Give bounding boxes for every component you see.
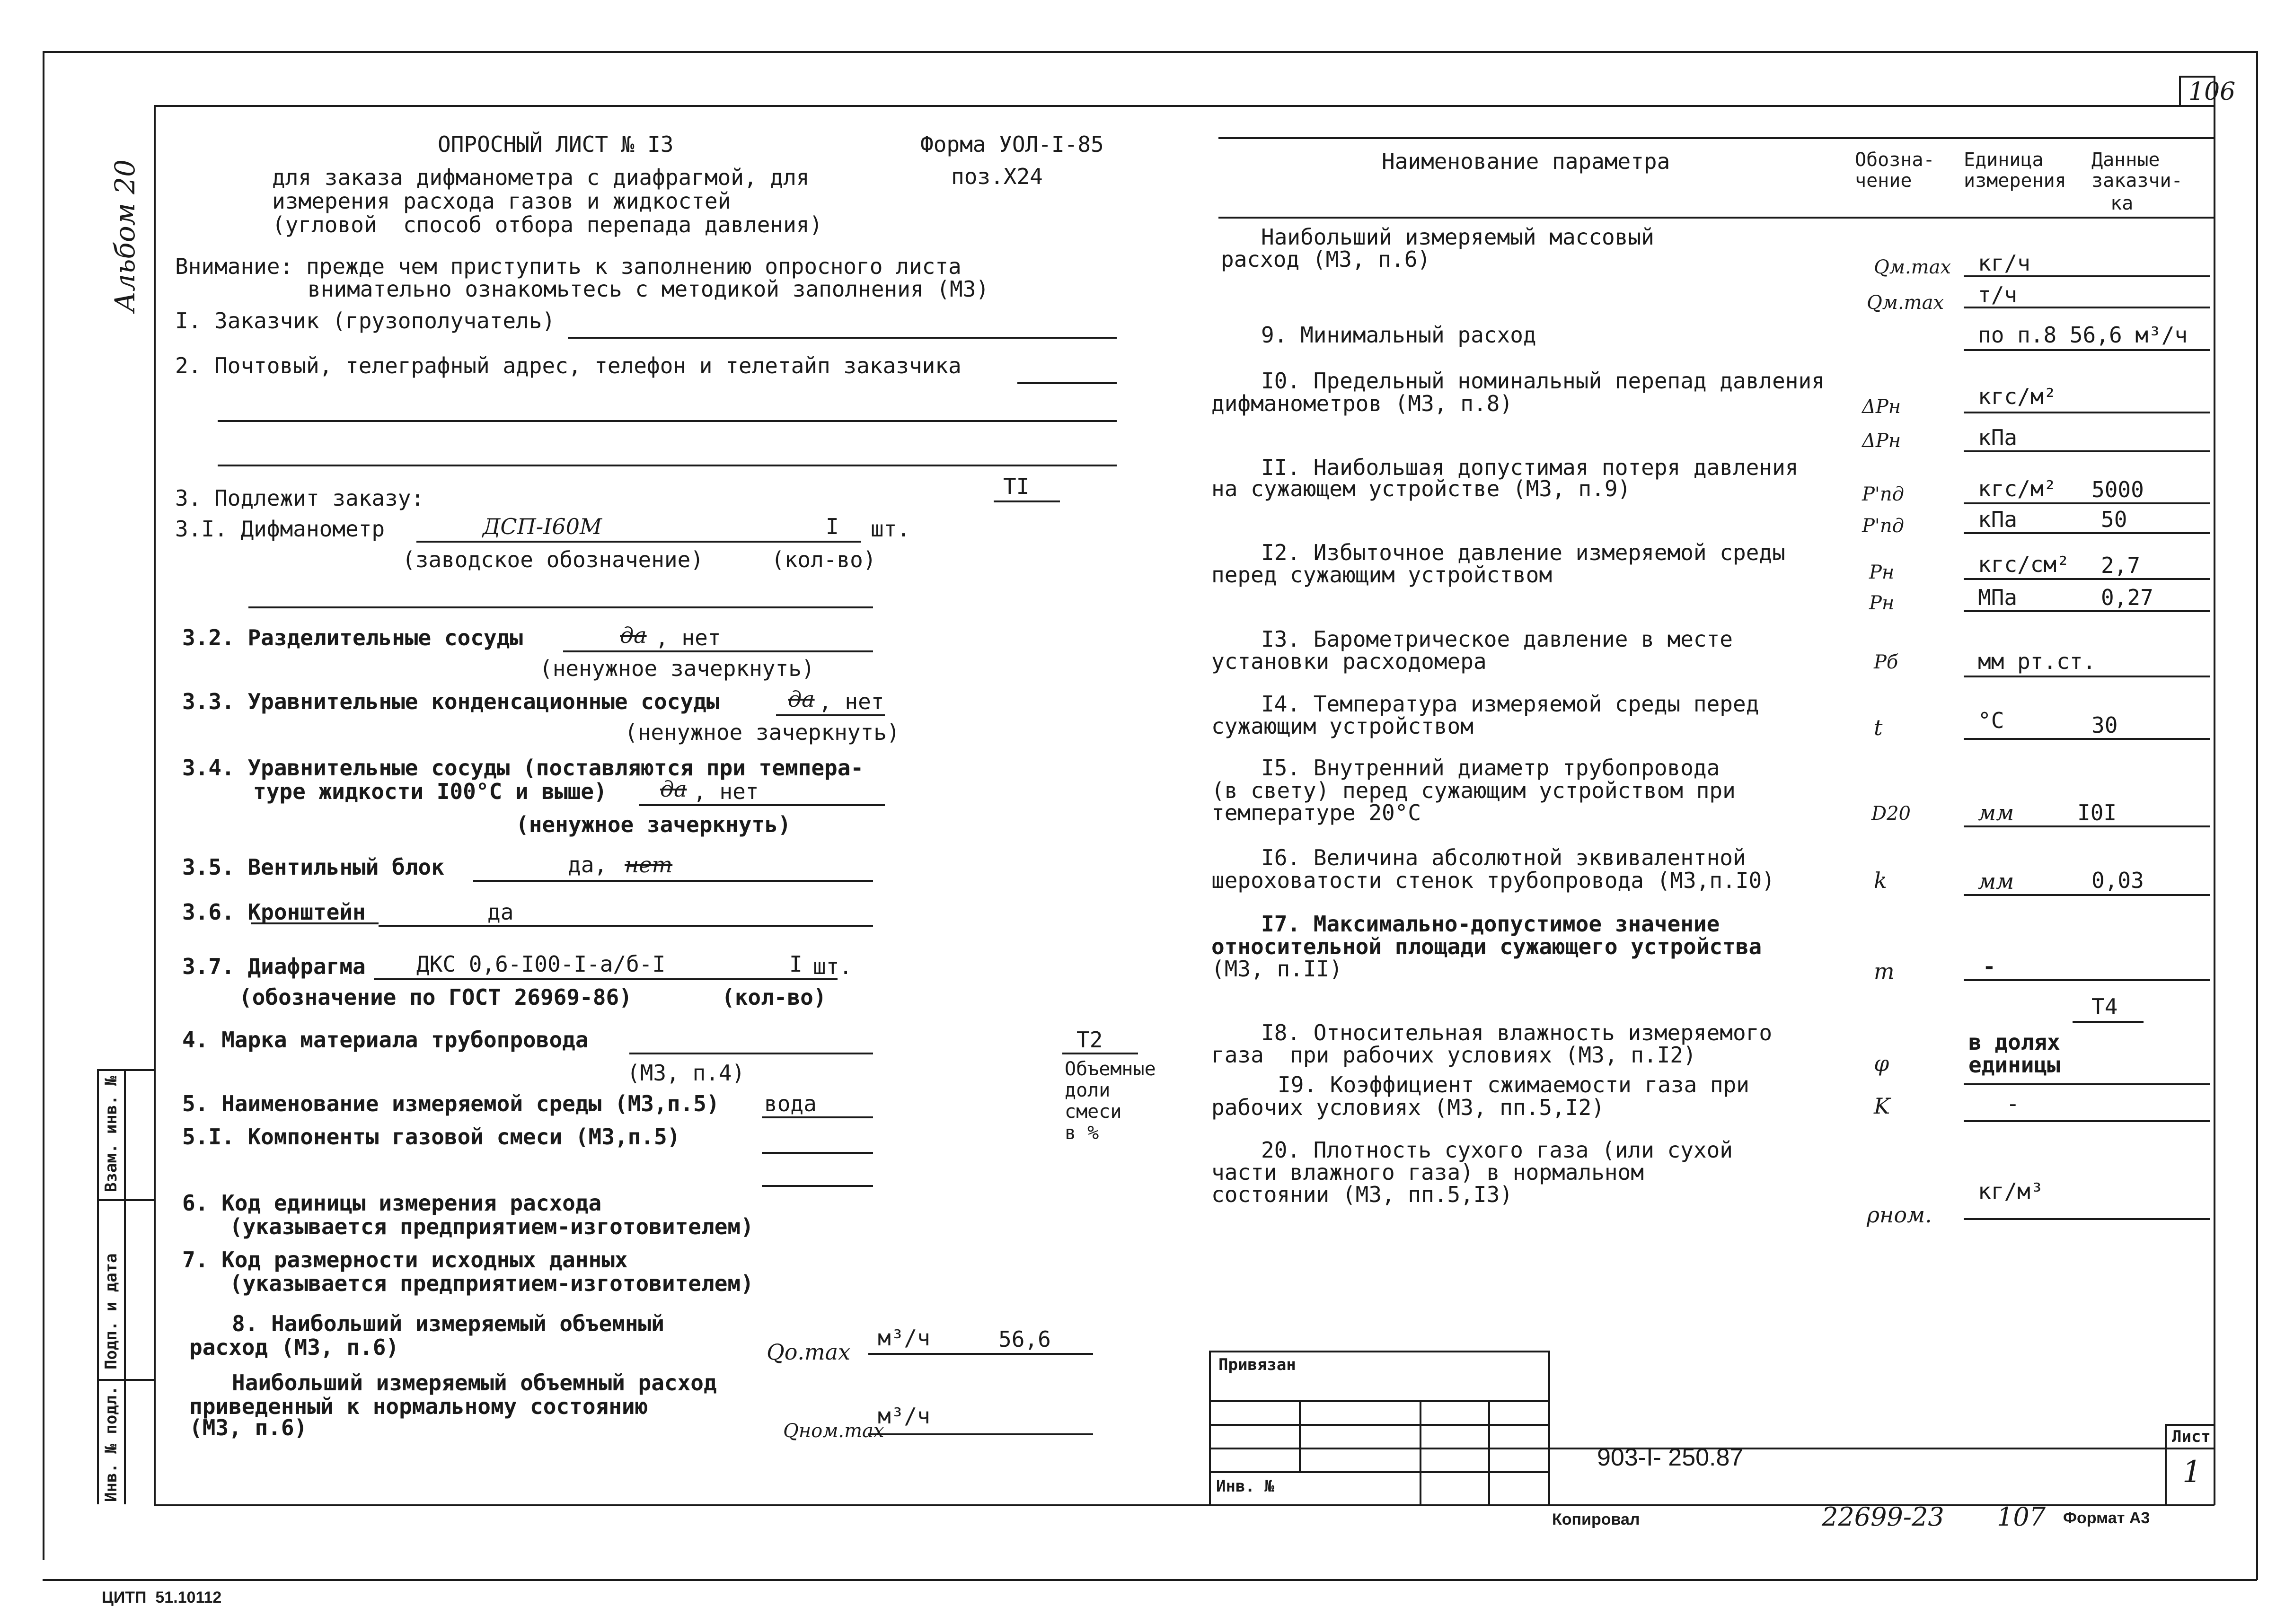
archive-number: 22699-23 [1822, 1502, 1944, 1532]
page-number: 106 [2188, 78, 2236, 106]
diaphragm-qty: I [789, 951, 803, 977]
stamp-col-3 [1488, 1400, 1490, 1504]
r10-unit-1: кгс/м² [1978, 384, 2057, 409]
r14-line-1: I4. Температура измеряемой среды перед [1261, 691, 1759, 717]
side-strip-mid [124, 1069, 126, 1504]
subtitle-line-3: (угловой способ отбора перепада давления) [272, 212, 823, 237]
form-code: Форма УОЛ-I-85 [920, 132, 1104, 157]
r11-value-1: 5000 [2091, 477, 2144, 502]
caption-qty-2: (кол-во) [722, 984, 827, 1010]
r12-unit-2: МПа [1978, 585, 2018, 610]
header-data-2: заказчи- [2091, 170, 2183, 192]
stamp-list-label: Лист [2172, 1427, 2211, 1446]
format-label: Формат А3 [2063, 1509, 2150, 1527]
caption-cross-2: (ненужное зачеркнуть) [625, 720, 900, 745]
side-podp-data: Подп. и дата [102, 1253, 121, 1369]
diaphragm-value: ДКС 0,6-I00-I-а/б-I [416, 951, 666, 977]
item-3-4-equalizing-2: туре жидкости I00°С и выше) [253, 779, 607, 804]
header-unit-2: измерения [1964, 170, 2066, 192]
outer-top-line [43, 51, 2257, 53]
qvol-max-symbol: Qо.max [767, 1339, 851, 1365]
r13-line [1964, 676, 2210, 677]
r19-unit: - [2006, 1091, 2020, 1116]
r10-line-u1 [1964, 412, 2210, 413]
t2-note-2: доли [1065, 1080, 1111, 1101]
r14-symbol: t [1874, 715, 1883, 740]
r20-unit: кг/м³ [1978, 1178, 2044, 1204]
line-condensation [776, 714, 885, 716]
r1-line-u2 [1964, 307, 2210, 308]
t1-underline [994, 500, 1060, 502]
item-3-5-valve-block: 3.5. Вентильный блок [182, 854, 444, 880]
r15-symbol: D20 [1871, 803, 1911, 825]
subtitle-line-2: измерения расхода газов и жидкостей [272, 188, 731, 214]
valve-net-struck: нет [625, 852, 673, 878]
line-medium [762, 1116, 873, 1118]
line-bracket [379, 925, 873, 927]
qvol-max-unit: м³/ч [878, 1325, 930, 1351]
stamp-left [1209, 1351, 1211, 1504]
r1-line-1: Наибольший измеряемый массовый [1261, 224, 1654, 250]
stamp-row-2 [1209, 1424, 1550, 1426]
note-line-2: внимательно ознакомьтесь с методикой заполнения (МЗ) [308, 276, 989, 302]
line-diaphragm [374, 978, 838, 980]
line-address-3 [218, 465, 1117, 466]
r15-value: I0I [2077, 800, 2117, 825]
r16-line-2: шероховатости стенок трубопровода (МЗ,п.I0) [1211, 868, 1775, 893]
r15-unit: мм [1978, 800, 2014, 825]
r11-unit-1: кгс/м² [1978, 476, 2057, 501]
form-title: ОПРОСНЫЙ ЛИСТ № I3 [438, 132, 674, 157]
r10-line-1: I0. Предельный номинальный перепад давления [1261, 368, 1825, 394]
r17-symbol: m [1874, 958, 1895, 984]
stamp-right-2 [1548, 1424, 1550, 1504]
citp-label: ЦИТП 51.10112 [102, 1589, 222, 1606]
r12-line-u2 [1964, 610, 2210, 612]
line-customer [568, 337, 1117, 339]
frame-right-line [2214, 76, 2215, 1505]
line-address-2 [218, 420, 1117, 422]
header-data-1: Данные [2091, 149, 2160, 171]
header-symbol-2: чение [1855, 170, 1912, 192]
line-gas-1 [762, 1152, 873, 1154]
caption-qty-1: (кол-во) [771, 547, 876, 572]
caption-cross-3: (ненужное зачеркнуть) [516, 812, 791, 837]
r18-line-2: газа при рабочих условиях (МЗ, п.I2) [1211, 1042, 1696, 1068]
mz-ref-4: (МЗ, п.4) [627, 1060, 745, 1086]
stamp-row-1 [1209, 1400, 1550, 1402]
item-5-medium: 5. Наименование измеряемой среды (МЗ,п.5) [182, 1091, 720, 1116]
t4-underline [2073, 1021, 2144, 1023]
item-3-4-equalizing-1: 3.4. Уравнительные сосуды (поставляются при темпера- [182, 755, 864, 781]
side-inv-podl: Инв. № подл. [102, 1386, 121, 1502]
condensation-da-struck: да [788, 686, 815, 712]
r12-unit-1: кгс/см² [1978, 552, 2070, 577]
side-strip-line-2 [97, 1199, 154, 1201]
r15-line-3: температуре 20°С [1211, 800, 1421, 825]
r17-line-3: (МЗ, п.II) [1211, 956, 1342, 982]
r16-symbol: k [1874, 868, 1887, 893]
item-3-6-bracket: 3.6. Кронштейн [182, 899, 366, 925]
r1-symbol-1: Qм.max [1874, 256, 1951, 278]
stamp-inv: Инв. № [1216, 1477, 1274, 1496]
item-8b-line-1: Наибольший измеряемый объемный расход [232, 1370, 717, 1396]
subtitle-line-1: для заказа дифманометра с диафрагмой, для [272, 165, 810, 190]
stamp-list-mid [2165, 1448, 2215, 1449]
qvol-max-value: 56,6 [998, 1326, 1051, 1352]
r13-line-2: установки расходомера [1211, 649, 1487, 674]
r11-unit-2: кПа [1978, 507, 2018, 532]
r13-unit: мм рт.ст. [1978, 649, 2096, 674]
item-3-order: 3. Подлежит заказу: [175, 485, 424, 511]
caption-factory: (заводское обозначение) [402, 547, 704, 572]
stamp-top [1209, 1351, 1550, 1352]
header-parameter-name: Наименование параметра [1382, 149, 1670, 174]
caption-gost: (обозначение по ГОСТ 26969-86) [239, 984, 632, 1010]
side-vzam-inv: Взам. инв. № [102, 1076, 121, 1192]
album-label: Альбом 20 [109, 159, 141, 312]
r1-line-2: расход (МЗ, п.6) [1221, 246, 1431, 272]
r9-value: по п.8 56,6 м³/ч [1978, 322, 2188, 348]
r16-unit: мм [1978, 869, 2014, 894]
r15-line-2: (в свету) перед сужающим устройством при [1211, 778, 1736, 803]
r9-label: 9. Минимальный расход [1261, 322, 1536, 348]
r15-line-1: I5. Внутренний диаметр трубопровода [1261, 755, 1720, 781]
item-1-customer: I. Заказчик (грузополучатель) [175, 308, 556, 334]
condensation-net: , нет [819, 689, 884, 714]
header-symbol-1: Обозна- [1855, 149, 1935, 171]
r11-value-2: 50 [2101, 507, 2127, 532]
r10-unit-2: кПа [1978, 425, 2018, 450]
doc-number: 903-I- 250.87 [1597, 1444, 1744, 1471]
item-5-1-gas-components: 5.I. Компоненты газовой смеси (МЗ,п.5) [182, 1124, 680, 1150]
r19-line-1: I9. Коэффициент сжимаемости газа при [1278, 1072, 1749, 1097]
r12-line-2: перед сужающим устройством [1211, 562, 1553, 588]
equalizing-da-struck: да [660, 776, 687, 802]
t2-note-3: смеси [1065, 1101, 1122, 1123]
r20-line [1964, 1218, 2210, 1220]
header-unit-1: Единица [1964, 149, 2044, 171]
r12-line-u1 [1964, 578, 2210, 580]
unit-sht-1: шт. [871, 516, 910, 542]
item-8-line-1: 8. Наибольший измеряемый объемный [232, 1311, 664, 1336]
item-3-7-diaphragm: 3.7. Диафрагма [182, 954, 366, 979]
item-3-1-difmanometer: 3.I. Дифманометр [175, 516, 385, 542]
corner-box-left [2179, 76, 2181, 106]
r11-line-2: на сужающем устройстве (МЗ, п.9) [1211, 476, 1631, 501]
qnom-max-unit: м³/ч [878, 1403, 930, 1429]
t2-underline [1062, 1053, 1138, 1054]
stamp-col-1 [1299, 1400, 1301, 1471]
r12-symbol-1: Pн [1869, 562, 1895, 583]
r17-line-2: относительной площади сужающего устройства [1211, 934, 1762, 959]
separation-net: , нет [655, 625, 721, 650]
r20-line-2: части влажного газа) в нормальном [1211, 1159, 1644, 1185]
form-pos: поз.X24 [951, 164, 1043, 189]
right-header-top [1218, 137, 2215, 139]
t2-note-1: Объемные [1065, 1058, 1156, 1080]
r18-unit-2: единицы [1968, 1052, 2060, 1078]
valve-da: да, [568, 852, 608, 878]
stamp-list-top [2165, 1424, 2215, 1426]
r19-line-2: рабочих условиях (МЗ, пп.5,I2) [1211, 1095, 1605, 1120]
bracket-underline [251, 922, 379, 924]
side-strip-line-3 [97, 1379, 154, 1381]
r10-symbol-1: ΔPн [1862, 396, 1901, 418]
medium-value: вода [764, 1091, 817, 1116]
line-qvol-max [868, 1353, 1093, 1355]
r1-symbol-2: Qм.max [1867, 292, 1944, 314]
item-8b-line-3: (МЗ, п.6) [189, 1415, 308, 1440]
line-3-1-blank [248, 606, 873, 608]
r19-symbol: K [1874, 1093, 1890, 1119]
r11-symbol-2: P'пд [1862, 515, 1905, 537]
r12-line-1: I2. Избыточное давление измеряемой среды [1261, 540, 1785, 565]
line-gas-2 [762, 1185, 873, 1187]
line-equalizing [639, 804, 885, 806]
r16-value: 0,03 [2091, 868, 2144, 893]
item-3-2-separation: 3.2. Разделительные сосуды [182, 625, 523, 650]
sheet-107: 107 [1997, 1502, 2046, 1532]
equalizing-net: , нет [693, 779, 759, 804]
header-data-3: ка [2110, 193, 2134, 214]
r14-value: 30 [2091, 712, 2118, 738]
r1-unit-2: т/ч [1978, 282, 2018, 307]
qnom-max-symbol: Qном.max [783, 1420, 884, 1442]
item-6-line-1: 6. Код единицы измерения расхода [182, 1190, 602, 1216]
r16-line-1: I6. Величина абсолютной эквивалентной [1261, 845, 1746, 870]
bracket-value: да [487, 899, 514, 925]
table-label-t4: Т4 [2091, 994, 2118, 1019]
r16-line [1964, 894, 2210, 896]
stamp-col-2 [1420, 1400, 1421, 1504]
line-difmanometer [416, 541, 861, 543]
r18-symbol: φ [1874, 1051, 1889, 1076]
r18-line [1964, 1083, 2210, 1085]
table-label-t1: TI [1003, 474, 1030, 499]
unit-sht-2: шт. [813, 954, 853, 979]
r12-value-2: 0,27 [2101, 585, 2153, 610]
r10-symbol-2: ΔPн [1862, 430, 1901, 452]
frame-left-line [154, 105, 156, 1505]
item-7-line-1: 7. Код размерности исходных данных [182, 1247, 628, 1273]
item-4-pipe-material: 4. Марка материала трубопровода [182, 1027, 589, 1053]
r11-line-u2 [1964, 532, 2210, 534]
r13-symbol: Pб [1874, 651, 1898, 673]
r10-line-2: дифманометров (МЗ, п.8) [1211, 391, 1513, 416]
r17-line-1: I7. Максимально-допустимое значение [1261, 911, 1720, 937]
r17-unit: - [1983, 954, 1996, 979]
difmanometer-value: ДСП-I60М [483, 514, 602, 539]
r13-line-1: I3. Барометрическое давление в месте [1261, 626, 1733, 652]
table-label-t2: Т2 [1076, 1027, 1103, 1053]
r11-symbol-1: P'пд [1862, 483, 1905, 505]
r1-line-u1 [1964, 275, 2210, 277]
r14-unit: °С [1978, 708, 2004, 733]
r12-symbol-2: Pн [1869, 592, 1895, 614]
line-separation [563, 650, 873, 652]
outer-left-line [43, 51, 44, 1560]
difmanometer-qty: I [826, 514, 839, 539]
r14-line-2: сужающим устройством [1211, 713, 1473, 739]
line-valve [473, 880, 873, 882]
stamp-privyazan: Привязан [1218, 1355, 1296, 1374]
r15-line [1964, 825, 2210, 827]
r20-line-1: 20. Плотность сухого газа (или сухой [1261, 1137, 1733, 1163]
r11-line-u1 [1964, 502, 2210, 504]
r12-value-1: 2,7 [2101, 553, 2141, 578]
caption-cross-1: (ненужное зачеркнуть) [539, 656, 815, 681]
stamp-list-left [2165, 1424, 2167, 1504]
item-3-3-condensation: 3.3. Уравнительные конденсационные сосуды [182, 689, 720, 714]
r10-line-u2 [1964, 450, 2210, 452]
line-address-1 [1017, 382, 1117, 384]
stamp-list-number: 1 [2182, 1455, 2202, 1490]
r20-line-3: состоянии (МЗ, пп.5,I3) [1211, 1182, 1513, 1207]
r17-line [1964, 979, 2210, 981]
note-line-1: Внимание: прежде чем приступить к заполнению опросного листа [175, 254, 962, 279]
t2-note-4: в % [1065, 1122, 1099, 1144]
frame-top-line [154, 105, 2215, 107]
line-qnom-max [868, 1433, 1093, 1435]
separation-da-struck: да [620, 623, 647, 648]
r20-symbol: ρном. [1867, 1202, 1932, 1228]
side-strip-line-1 [97, 1069, 154, 1071]
outer-bottom-line [43, 1579, 2257, 1581]
item-6-line-2: (указывается предприятием-изготовителем) [229, 1214, 754, 1239]
item-2-address: 2. Почтовый, телеграфный адрес, телефон и телетайп заказчика [175, 353, 962, 378]
r18-unit-1: в долях [1968, 1029, 2060, 1055]
line-pipe-material [629, 1053, 873, 1054]
r11-line-1: II. Наибольшая допустимая потеря давления [1261, 455, 1799, 480]
right-header-bottom [1218, 217, 2215, 219]
item-8-line-2: расход (МЗ, п.6) [189, 1334, 399, 1360]
item-8b-line-2: приведенный к нормальному состоянию [189, 1394, 648, 1419]
r9-line [1964, 349, 2210, 351]
r14-line [1964, 738, 2210, 740]
side-strip-left [97, 1069, 99, 1504]
item-7-line-2: (указывается предприятием-изготовителем) [229, 1271, 754, 1296]
r19-line [1964, 1120, 2210, 1122]
outer-right-line [2256, 51, 2258, 1580]
r18-line-1: I8. Относительная влажность измеряемого [1261, 1020, 1773, 1045]
kopiroval-label: Копировал [1552, 1510, 1640, 1528]
stamp-row-4 [1209, 1471, 1550, 1473]
r1-unit-1: кг/ч [1978, 250, 2030, 276]
